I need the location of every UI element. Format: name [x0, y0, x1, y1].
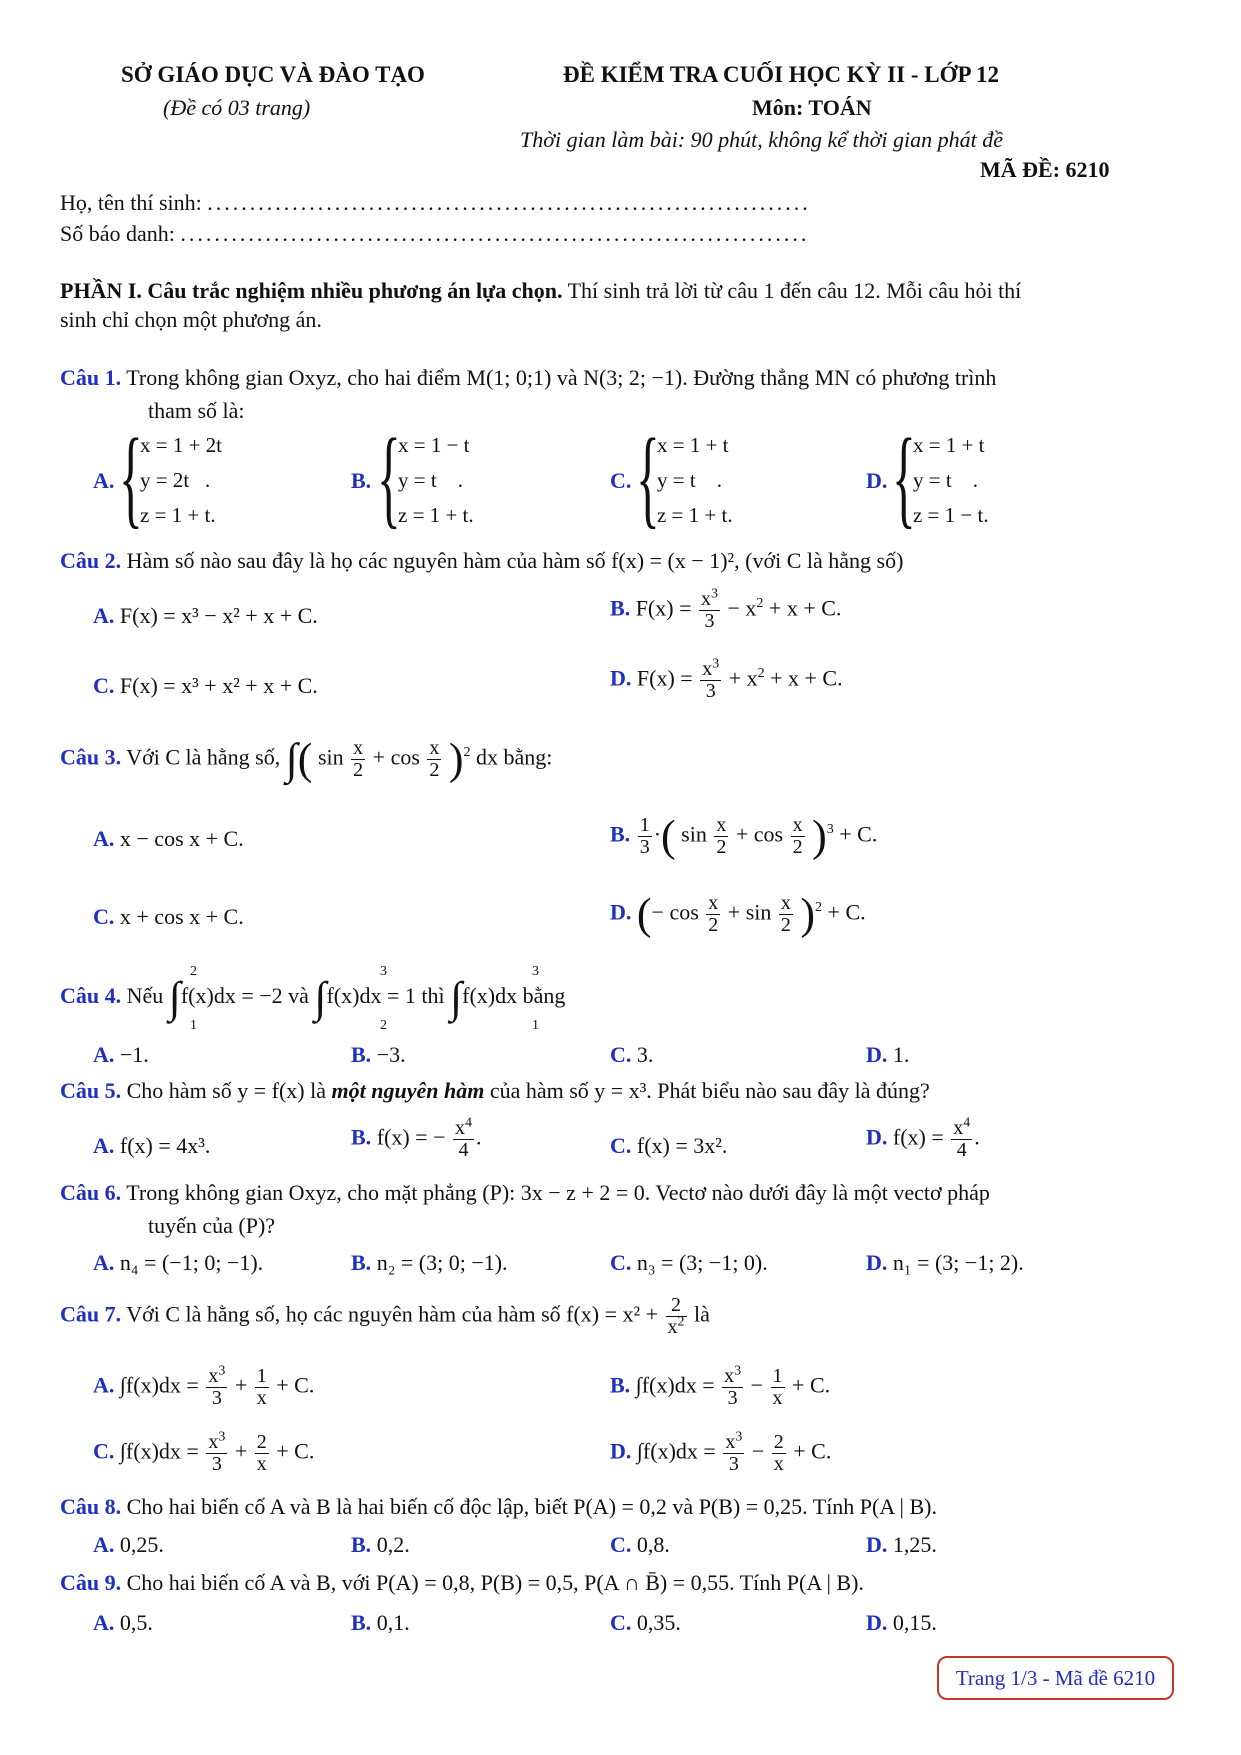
section-header: PHẦN I. Câu trắc nghiệm nhiều phương án lựa chọn. Thí sinh trả lời từ câu 1 đến câu 12. Mỗi câu hỏi thí: [60, 278, 1022, 303]
q8-option-b[interactable]: B. 0,2.: [351, 1532, 410, 1557]
q7-option-b[interactable]: B. ∫f(x)dx = $\frac{x^3}{3}$ − $\frac{1}{x}$ + C.: [610, 1363, 831, 1409]
q3-option-b[interactable]: B. $\frac{1}{3}$ ·( sin $\frac{x}{2}$ + cos $\frac{x}{2}$ )$^3$ + C.: [610, 811, 878, 861]
exam-code: MÃ ĐỀ: 6210: [980, 157, 1110, 182]
question-1-cont: tham số là:: [148, 398, 245, 423]
question-3: Câu 3. Với C là hằng số, ∫( sin $\frac{x}{2}$ + cos $\frac{x}{2}$ )$^2$ dx bằng:: [60, 734, 553, 784]
subject-label: Môn: TOÁN: [752, 95, 872, 120]
q4-option-d[interactable]: D. 1.: [866, 1042, 910, 1067]
department-title: SỞ GIÁO DỤC VÀ ĐÀO TẠO: [121, 62, 425, 87]
q8-option-c[interactable]: C. 0,8.: [610, 1532, 670, 1557]
page-count-note: (Đề có 03 trang): [163, 95, 311, 120]
q7-option-a[interactable]: A. ∫f(x)dx = $\frac{x^3}{3}$ + $\frac{1}{x}$ + C.: [93, 1363, 315, 1409]
student-name-field[interactable]: Họ, tên thí sinh: .......................................................................: [60, 190, 811, 215]
q6-option-c[interactable]: C. n₃ = (3; −1; 0).: [610, 1250, 768, 1275]
q6-option-a[interactable]: A. n₄ = (−1; 0; −1).: [93, 1250, 264, 1275]
question-6: Câu 6. Trong không gian Oxyz, cho mặt phẳng (P): 3x − z + 2 = 0. Vectơ nào dưới đây là một vectơ pháp: [60, 1180, 990, 1205]
question-9: Câu 9. Cho hai biến cố A và B, với P(A) = 0,8, P(B) = 0,5, P(A ∩ B̄) = 0,55. Tính P(A | B).: [60, 1570, 864, 1595]
time-note: Thời gian làm bài: 90 phút, không kể thời gian phát đề: [520, 127, 1004, 152]
q5-option-a[interactable]: A. f(x) = 4x³.: [93, 1133, 211, 1158]
question-7: Câu 7. Với C là hằng số, họ các nguyên hàm của hàm số f(x) = x² + $\frac{2}{x^2}$ là: [60, 1294, 710, 1338]
question-5: Câu 5. Cho hàm số y = f(x) là một nguyên hàm của hàm số y = x³. Phát biểu nào sau đây là đúng?: [60, 1078, 930, 1103]
q7-option-d[interactable]: D. ∫f(x)dx = $\frac{x^3}{3}$ − $\frac{2}{x}$ + C.: [610, 1429, 832, 1475]
q9-option-a[interactable]: A. 0,5.: [93, 1610, 153, 1635]
student-id-field[interactable]: Số báo danh: ..........................................................................: [60, 221, 810, 246]
q5-option-b[interactable]: B. f(x) = − $\frac{x^4}{4}$ .: [351, 1115, 482, 1161]
question-1: Câu 1. Trong không gian Oxyz, cho hai điểm M(1; 0;1) và N(3; 2; −1). Đường thẳng MN có phương trình: [60, 365, 997, 390]
q2-option-d[interactable]: D. F(x) = $\frac{x^3}{3}$ + $x^2 + x + C$.: [610, 656, 843, 702]
question-2: Câu 2. Hàm số nào sau đây là họ các nguyên hàm của hàm số f(x) = (x − 1)², (với C là hằng số): [60, 548, 904, 573]
section-desc: sinh chỉ chọn một phương án.: [60, 307, 322, 332]
q5-option-c[interactable]: C. f(x) = 3x².: [610, 1133, 728, 1158]
q7-option-c[interactable]: C. ∫f(x)dx = $\frac{x^3}{3}$ + $\frac{2}{x}$ + C.: [93, 1429, 315, 1475]
q6-option-b[interactable]: B. n₂ = (3; 0; −1).: [351, 1250, 508, 1275]
q2-option-b[interactable]: B. F(x) = $\frac{x^3}{3}$ − $x^2 + x + C$.: [610, 586, 842, 632]
q3-option-c[interactable]: C. x + cos x + C.: [93, 904, 244, 929]
question-6-cont: tuyến của (P)?: [148, 1213, 276, 1238]
q6-option-d[interactable]: D. n₁ = (3; −1; 2).: [866, 1250, 1024, 1275]
question-4: Câu 4. Nếu ∫f(x)dx = −2 và ∫f(x)dx = 1 thì ∫f(x)dx bằng: [60, 972, 566, 1022]
q4-option-a[interactable]: A. −1.: [93, 1042, 149, 1067]
q2-option-a[interactable]: A. F(x) = x³ − x² + x + C.: [93, 603, 318, 628]
q3-option-d[interactable]: D. (− cos $\frac{x}{2}$ + sin $\frac{x}{2}$ )$^2$ + C.: [610, 889, 866, 939]
q9-option-c[interactable]: C. 0,35.: [610, 1610, 681, 1635]
page-footer: Trang 1/3 - Mã đề 6210: [937, 1656, 1174, 1700]
q9-option-b[interactable]: B. 0,1.: [351, 1610, 410, 1635]
q4-option-b[interactable]: B. −3.: [351, 1042, 406, 1067]
q4-option-c[interactable]: C. 3.: [610, 1042, 654, 1067]
q8-option-d[interactable]: D. 1,25.: [866, 1532, 937, 1557]
q3-option-a[interactable]: A. x − cos x + C.: [93, 826, 244, 851]
exam-title: ĐỀ KIỂM TRA CUỐI HỌC KỲ II - LỚP 12: [563, 62, 999, 87]
q2-option-c[interactable]: C. F(x) = x³ + x² + x + C.: [93, 673, 318, 698]
q5-option-d[interactable]: D. f(x) = $\frac{x^4}{4}$ .: [866, 1115, 980, 1161]
question-8: Câu 8. Cho hai biến cố A và B là hai biến cố độc lập, biết P(A) = 0,2 và P(B) = 0,25. Tính P(A | B).: [60, 1494, 937, 1519]
q9-option-d[interactable]: D. 0,15.: [866, 1610, 937, 1635]
q8-option-a[interactable]: A. 0,25.: [93, 1532, 164, 1557]
